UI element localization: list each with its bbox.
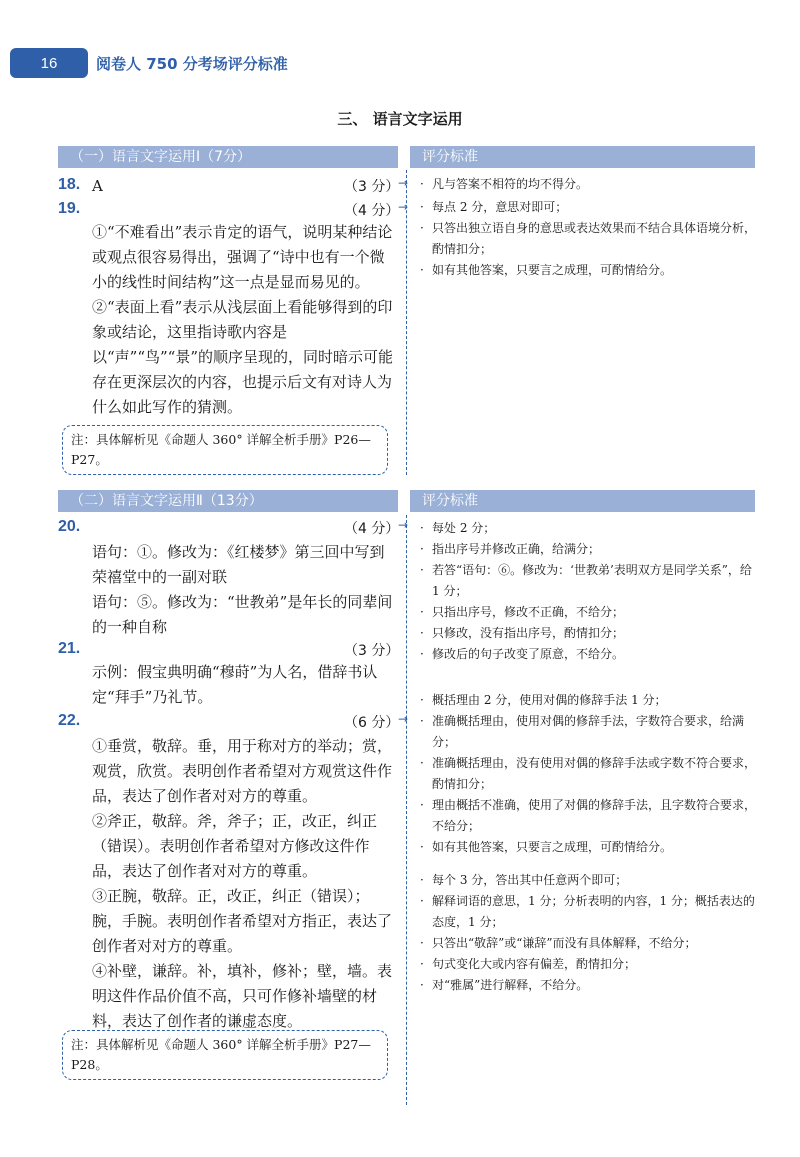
q22-number: 22. [58,712,81,729]
criteria-item: · 只答出“敬辞”或“谦辞”而没有具体解释，不给分； [420,933,760,954]
q20-answer-line: 语句：①。修改为：《红楼梦》第三回中写到荣禧堂中的一副对联 [92,543,385,586]
criteria-item: · 每处 2 分； [420,518,760,539]
q20-criteria [420,518,760,665]
criteria-item: · 句式变化大或内容有偏差，酌情扣分； [420,954,760,975]
criteria-item: · 如有其他答案，只要言之成理，可酌情给分。 [420,260,760,281]
q18-score: （3 分） [344,179,400,195]
part2-left-bar: （二）语言文字运用Ⅱ（13分） [58,490,398,512]
criteria-item: · 指出序号并修改正确，给满分； [420,539,760,560]
criteria-item: · 只指出序号，修改不正确，不给分； [420,602,760,623]
criteria-item: · 每点 2 分，意思对即可； [420,197,760,218]
criteria-item: · 如有其他答案，只要言之成理，可酌情给分。 [420,837,760,858]
q18-number: 18. [58,176,81,193]
part2-note: 注：具体解析见《命题人 360° 详解全析手册》P27—P28。 [62,1030,388,1080]
criteria-item: · 若答“语句：⑥。修改为：‘世教弟’表明双方是同学关系”，给 1 分； [420,560,760,602]
criteria-item: · 理由概括不准确，使用了对偶的修辞手法，且字数符合要求，不给分； [420,795,760,837]
book-title: 阅卷人 750 分考场评分标准 [96,54,288,73]
q18-answer: A [92,177,103,195]
criteria-item: · 对“雅属”进行解释，不给分。 [420,975,760,996]
q22-answer-item: ②斧正，敬辞。斧，斧子；正，改正，纠正（错误）。表明创作者希望对方修改这件作品，表达了创作者对对方的尊重。 [92,812,378,880]
q21-criteria [420,690,760,858]
q20-number: 20. [58,518,81,535]
page-header [10,48,288,78]
page-number: 16 [10,48,88,78]
q19-score: （4 分） [344,203,400,219]
q18-criteria [420,174,760,195]
q22-score: （6 分） [344,715,400,731]
q21-number: 21. [58,640,81,657]
section-title: 三、 语言文字运用 [337,110,463,128]
q22-answer-item: ③正腕，敬辞。正，改正，纠正（错误）；腕，手腕。表明创作者希望对方指正，表达了创作者对对方的尊重。 [92,887,393,955]
criteria-item: · 凡与答案不相符的均不得分。 [420,174,760,195]
q21-answer: 示例：假宝典明确“穆莳”为人名，借辞书认定“拜手”乃礼节。 [92,663,378,706]
q20-answer-line: 语句：⑤。修改为：“世教弟”是年长的同辈间的一种自称 [92,593,393,636]
criteria-item: · 修改后的句子改变了原意，不给分。 [420,644,760,665]
q19-number: 19. [58,200,81,217]
q20-answer [92,540,396,640]
q22-criteria [420,870,760,996]
criteria-item: · 解释词语的意思，1 分；分析表明的内容，1 分；概括表达的态度，1 分； [420,891,760,933]
arrow-icon: → [398,200,409,214]
q19-criteria [420,197,760,281]
part2-right-bar: 评分标准 [410,490,755,512]
criteria-item: · 准确概括理由，使用对偶的修辞手法，字数符合要求，给满分； [420,711,760,753]
arrow-icon: → [398,176,409,190]
criteria-item: · 只答出独立语自身的意思或表达效果而不结合具体语境分析，酌情扣分； [420,218,760,260]
part1-left-bar: （一）语言文字运用Ⅰ（7分） [58,146,398,168]
q21-score: （3 分） [344,643,400,659]
part1-right-bar: 评分标准 [410,146,755,168]
criteria-item: · 只修改，没有指出序号，酌情扣分； [420,623,760,644]
part1-note: 注：具体解析见《命题人 360° 详解全析手册》P26—P27。 [62,425,388,475]
q22-answer [92,734,396,1034]
q22-answer-item: ④补壁，谦辞。补，填补，修补；壁，墙。表明这件作品价值不高，只可作修补墙壁的材料，表达了创作者的谦虚态度。 [92,962,393,1030]
divider-line-2 [406,515,407,1105]
q22-answer-item: ①垂赏，敬辞。垂，用于称对方的举动；赏，观赏，欣赏。表明创作者希望对方观赏这件作品，表达了创作者对对方的尊重。 [92,737,393,805]
criteria-item: · 概括理由 2 分，使用对偶的修辞手法 1 分； [420,690,760,711]
divider-line-1 [406,170,407,475]
criteria-item: · 每个 3 分，答出其中任意两个即可； [420,870,760,891]
q20-score: （4 分） [344,521,400,537]
criteria-item: · 准确概括理由，没有使用对偶的修辞手法或字数不符合要求，酌情扣分； [420,753,760,795]
q19-answer: ①“不难看出”表示肯定的语气，说明某种结论或观点很容易得出，强调了“诗中也有一个微小的线性时间结构”这一点是显而易见的。②“表面上看”表示从浅层面上看能够得到的印象或结论，这里指诗歌内容是以“声”“鸟”“景”的顺序呈现的，同时暗示可能存在更深层次的内容，也提示后文有对诗人为什么如此写作的猜测。 [92,223,394,416]
arrow-icon: → [398,712,409,726]
arrow-icon: → [398,518,409,532]
